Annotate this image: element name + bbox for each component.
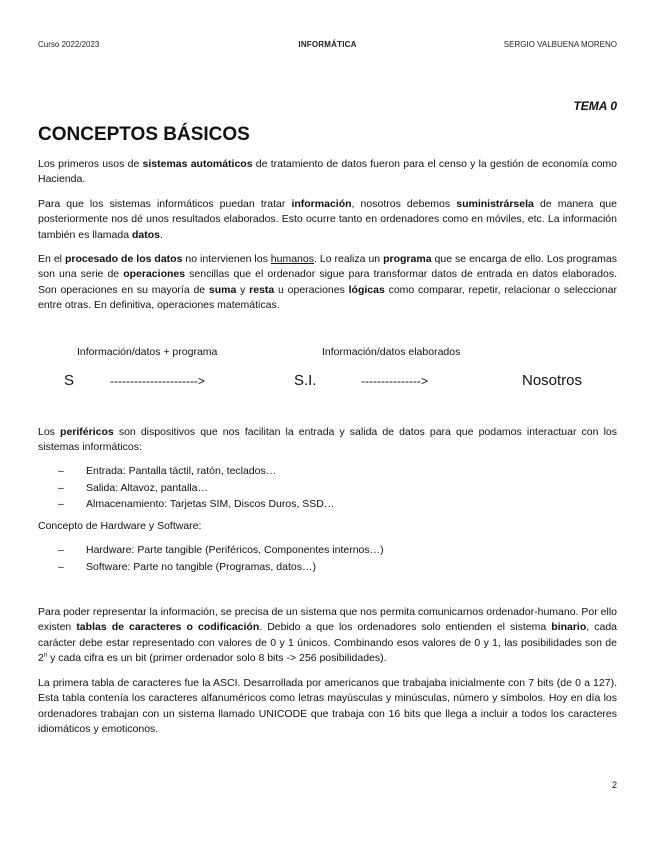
page-number: 2 (611, 780, 617, 790)
header-subject: INFORMÁTICA (298, 40, 357, 49)
list-item: – Hardware: Parte tangible (Periféricos, Componentes internos…) (58, 544, 384, 556)
paragraph-character-tables: Para poder representar la información, se precisa de un sistema que nos permita comunicarnos ordenador-humano. Por ello existen tablas de caracteres o codificación. Debido a que los ordenadores solo entienden el sistema binario, cada carácter debe estar representado con valores de 0 y 1 únicos. Combinando esos valores de 0 y 1, las posibilidades son de 2$^n$ y cada cifra es un bit (primer ordenador solo 8 bits -> 256 posibilidades). (38, 606, 617, 665)
paragraph-peripherals: Los periféricos son dispositivos que nos facilitan la entrada y salida de datos para que podamos interactuar con los sistemas informáticos: (38, 426, 617, 454)
paragraph-information: Para que los sistemas informáticos puedan tratar información, nosotros debemos suministrársela de manera que posteriormente nos dé unos resultados elaborados. Esto ocurre tanto en ordenadores como en móviles, etc. La información también es llamada datos. (38, 198, 617, 241)
flow-node-si: S.I. (294, 372, 317, 389)
peripherals-list (38, 463, 334, 513)
hardware-software-list (38, 542, 384, 575)
list-item: – Entrada: Pantalla táctil, ratón, teclados… (58, 465, 277, 477)
paragraph-intro: Los primeros usos de sistemas automáticos de tratamiento de datos fueron para el censo y la gestión de economía como Hacienda. (38, 158, 617, 186)
tema-label: TEMA 0 (573, 99, 617, 113)
flow-label-input: Información/datos + programa (77, 346, 218, 358)
list-item: – Software: Parte no tangible (Programas, datos…) (58, 560, 316, 573)
flow-arrow-2: ---------------> (361, 374, 428, 388)
hardware-software-title: Concepto de Hardware y Software: (38, 520, 202, 532)
list-item: – Salida: Altavoz, pantalla… (58, 481, 208, 494)
flow-arrow-1: ----------------------> (110, 374, 205, 388)
flow-node-nosotros: Nosotros (522, 372, 583, 389)
flow-label-output: Información/datos elaborados (322, 346, 461, 358)
header-course: Curso 2022/2023 (38, 40, 100, 49)
list-item: – Almacenamiento: Tarjetas SIM, Discos Duros, SSD… (58, 498, 335, 510)
page-title: CONCEPTOS BÁSICOS (38, 124, 250, 145)
paragraph-processing: En el procesado de los datos no intervienen los humanos. Lo realiza un programa que se encarga de ello. Los programas son una serie de operaciones sencillas que el ordenador sigue para transformar datos de entrada en datos elaborados. Son operaciones en su mayoría de suma y resta u operaciones lógicas como comparar, repetir, relacionar o seleccionar entre otras. En definitiva, operaciones matemáticas. (38, 253, 617, 312)
paragraph-ascii: La primera tabla de caracteres fue la ASCI. Desarrollada por americanos que trabajaba inicialmente con 7 bits (de 0 a 127). Esta tabla contenía los caracteres alfanuméricos como letras mayúsculas y minúsculas, número y símbolos. Hoy en día los ordenadores trabajan con un sistema llamado UNICODE que trabaja con 16 bits que llega a incluir a todos los caracteres idiomáticos y emoticonos. (38, 677, 617, 736)
header-author: SERGIO VALBUENA MORENO (503, 40, 617, 49)
flow-node-s: S (64, 372, 75, 389)
